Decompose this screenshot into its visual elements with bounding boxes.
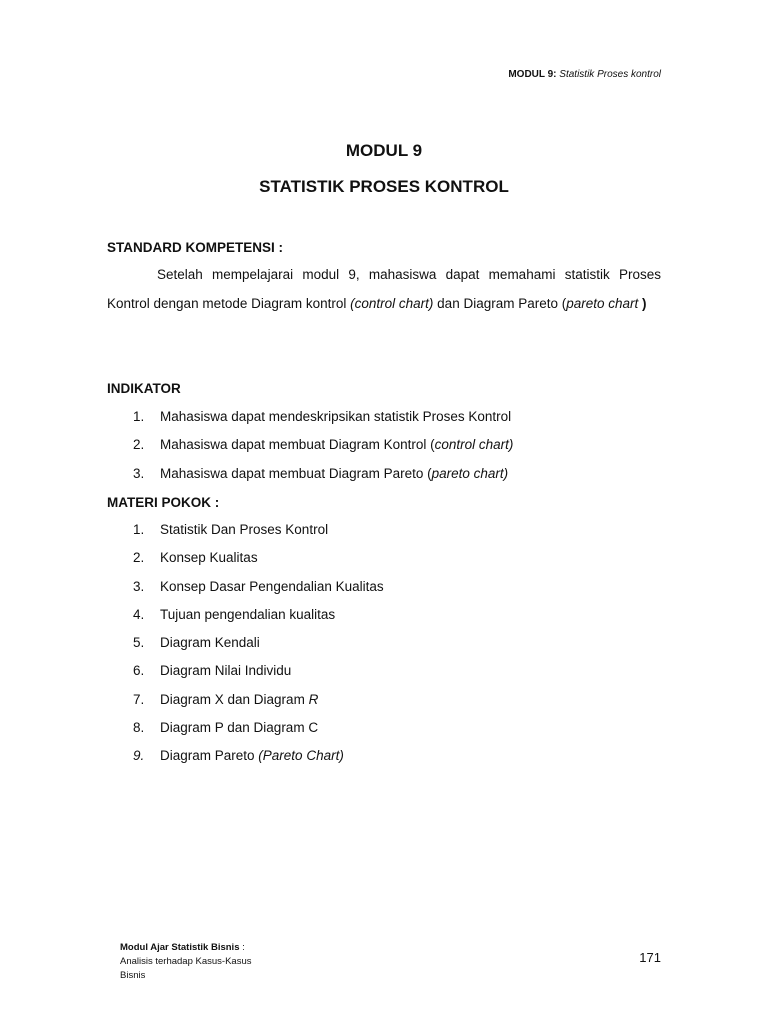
running-header-subtitle: Statistik Proses kontrol [559,69,661,80]
list-italic: (Pareto Chart) [258,748,344,764]
list-item [107,629,384,657]
list-text: Diagram Nilai Individu [160,663,292,679]
footer-title-suffix: : [239,942,245,953]
standard-heading: STANDARD KOMPETENSI : [107,240,284,255]
list-item [107,657,384,685]
list-number: 7. [133,691,145,707]
list-item [107,601,384,629]
indikator-list [107,403,513,488]
list-number: 8. [133,720,145,736]
list-item [107,403,513,431]
list-item [107,431,513,459]
list-number: 1. [133,409,145,424]
list-number: 9. [133,748,145,764]
standard-text-middle: dan Diagram Pareto ( [433,295,567,311]
materi-heading: MATERI POKOK : [107,495,220,510]
standard-italic-control-chart: (control chart) [350,295,434,311]
footer-line3: Bisnis [120,970,146,981]
list-text: Mahasiswa dapat membuat Diagram Kontrol ( [160,437,435,453]
list-item [107,516,384,544]
list-text: Mahasiswa dapat mendeskripsikan statistik Proses Kontrol [160,409,512,424]
list-item [107,686,384,714]
list-number: 3. [133,578,145,594]
list-italic: control chart) [434,437,514,453]
list-text: Diagram Pareto [160,748,259,764]
list-italic: pareto chart) [431,465,509,481]
standard-paragraph [107,261,661,318]
materi-list [107,516,384,771]
list-number: 2. [133,437,145,453]
module-title: MODUL 9 [345,141,423,160]
list-number: 3. [133,465,145,481]
footer-title: Modul Ajar Statistik Bisnis [120,942,240,953]
list-italic: R [308,691,319,707]
list-item [107,460,513,488]
page-number: 171 [639,950,661,965]
footer-line2: Analisis terhadap Kasus-Kasus [120,956,252,967]
running-header-label: MODUL 9: [508,69,557,80]
list-text: Diagram Kendali [160,635,260,651]
list-item [107,714,384,742]
list-text: Diagram P dan Diagram C [160,720,319,736]
list-number: 5. [133,635,145,651]
footer-info [120,941,290,981]
module-subtitle: STATISTIK PROSES KONTROL [259,177,509,196]
list-text: Konsep Dasar Pengendalian Kualitas [160,578,384,594]
list-text: Mahasiswa dapat membuat Diagram Pareto ( [160,465,432,481]
standard-italic-pareto-chart: pareto chart [566,295,639,311]
list-number: 1. [133,522,145,537]
list-text: Diagram X dan Diagram [160,691,309,707]
list-text: Statistik Dan Proses Kontrol [160,522,329,537]
list-number: 2. [133,550,145,566]
list-number: 6. [133,663,145,679]
list-number: 4. [133,606,145,622]
indikator-heading: INDIKATOR [107,381,181,396]
standard-text-before: Setelah mempelajarai modul 9, mahasiswa dapat memahami statistik Proses Kontrol dengan metode Diagram kontrol [107,267,661,311]
list-text: Tujuan pengendalian kualitas [160,606,336,622]
list-item [107,544,384,572]
list-item [107,573,384,601]
list-text: Konsep Kualitas [160,550,258,566]
list-item [107,742,384,770]
standard-text-end: ) [638,295,647,311]
running-header [508,69,661,80]
